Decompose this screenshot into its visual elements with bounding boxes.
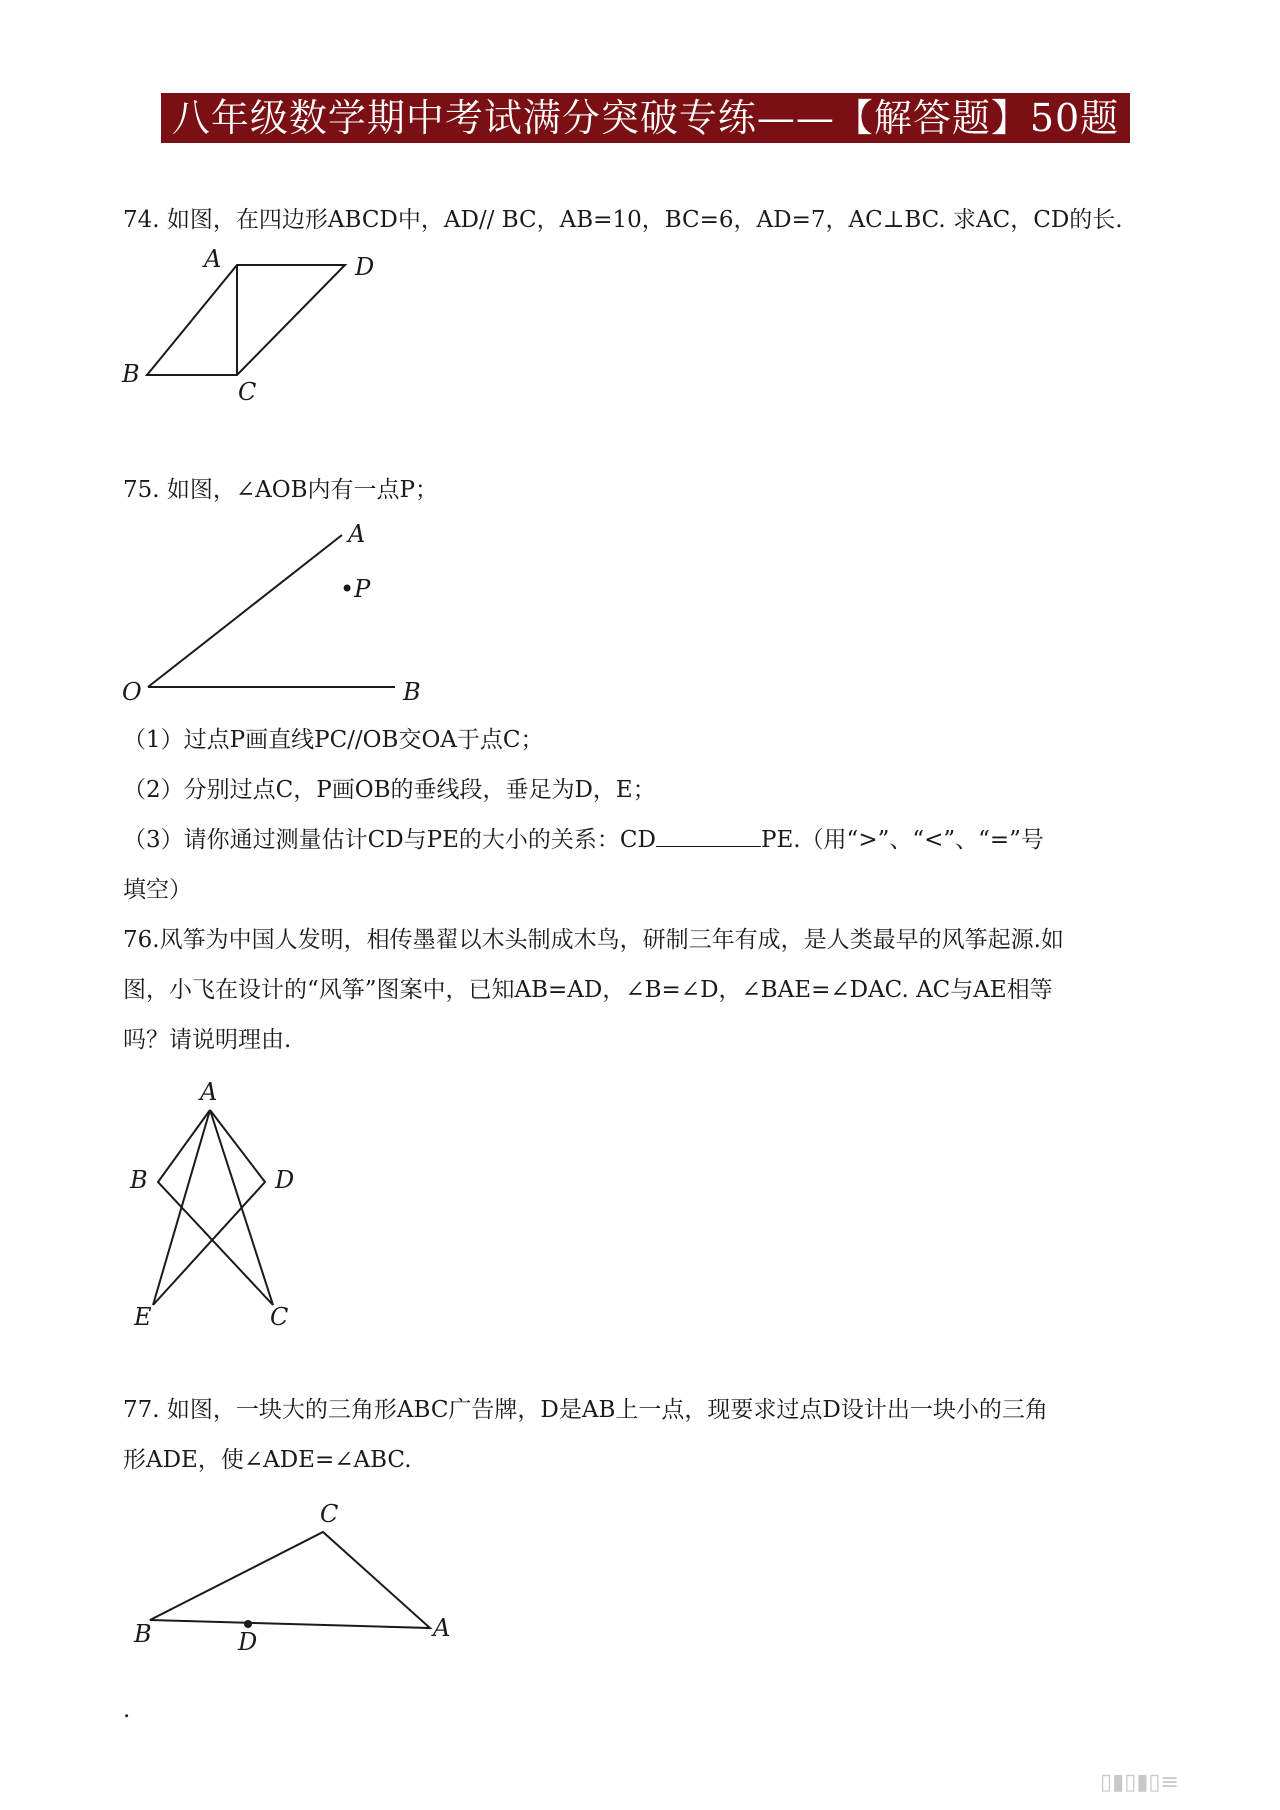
question-75-part-3-cont: 填空） — [123, 877, 192, 903]
label-b: B — [130, 1166, 148, 1194]
label-p: •P — [340, 575, 371, 603]
question-76-line-3: 吗？请说明理由. — [123, 1027, 292, 1053]
figure-77-triangle — [120, 1500, 460, 1670]
label-d: D — [238, 1628, 258, 1656]
quadrilateral-abcd — [147, 265, 345, 375]
ray-oa — [148, 535, 342, 687]
label-b: B — [122, 360, 140, 388]
triangle-abc — [150, 1532, 430, 1628]
question-74-text: 74. 如图，在四边形ABCD中，AD// BC，AB=10，BC=6，AD=7，AC⊥BC. 求AC，CD的长. — [123, 207, 1123, 233]
label-b: B — [403, 678, 421, 706]
label-a: A — [204, 245, 222, 273]
question-76-line-1: 76.风筝为中国人发明，相传墨翟以木头制成木鸟，研制三年有成，是人类最早的风筝起源.如 — [123, 927, 1064, 953]
label-a: A — [433, 1614, 451, 1642]
figure-76-kite — [110, 1070, 330, 1340]
question-76-line-2: 图，小飞在设计的“风筝”图案中，已知AB=AD，∠B=∠D，∠BAE=∠DAC. AC与AE相等 — [123, 977, 1053, 1003]
label-c: C — [270, 1303, 289, 1331]
segment-ac — [210, 1110, 273, 1305]
label-o: O — [122, 678, 142, 706]
label-c: C — [320, 1500, 339, 1528]
path-a-b-c — [158, 1110, 273, 1305]
label-d: D — [355, 253, 375, 281]
label-d: D — [275, 1166, 295, 1194]
point-d — [244, 1620, 252, 1628]
watermark: ▯▮▯▮▯≡ — [1100, 1770, 1179, 1795]
figure-74-quadrilateral — [110, 245, 410, 405]
question-75-part-3 — [123, 815, 1173, 865]
question-75-text: 75. 如图，∠AOB内有一点P； — [123, 477, 439, 503]
label-b: B — [134, 1620, 152, 1648]
path-a-d-e — [153, 1110, 265, 1305]
part-3-after: PE.（用“>”、“<”、“=”号 — [760, 827, 1044, 853]
answer-blank[interactable] — [656, 816, 761, 847]
label-e: E — [134, 1303, 152, 1331]
label-c: C — [238, 378, 257, 406]
segment-ae — [153, 1110, 210, 1305]
label-a: A — [348, 520, 366, 548]
question-75-part-2: （2）分别过点C，P画OB的垂线段，垂足为D，E； — [123, 777, 656, 803]
page-title: 八年级数学期中考试满分突破专练——【解答题】50题 — [161, 93, 1130, 143]
question-77-line-2: 形ADE，使∠ADE=∠ABC. — [123, 1447, 412, 1473]
figure-75-angle — [110, 515, 440, 715]
trailing-period: . — [123, 1697, 131, 1723]
question-75-part-1: （1）过点P画直线PC//OB交OA于点C； — [123, 727, 544, 753]
label-a: A — [200, 1078, 218, 1106]
question-77-line-1: 77. 如图，一块大的三角形ABC广告牌，D是AB上一点，现要求过点D设计出一块小的三角 — [123, 1397, 1048, 1423]
part-3-before: （3）请你通过测量估计CD与PE的大小的关系：CD — [123, 827, 656, 853]
